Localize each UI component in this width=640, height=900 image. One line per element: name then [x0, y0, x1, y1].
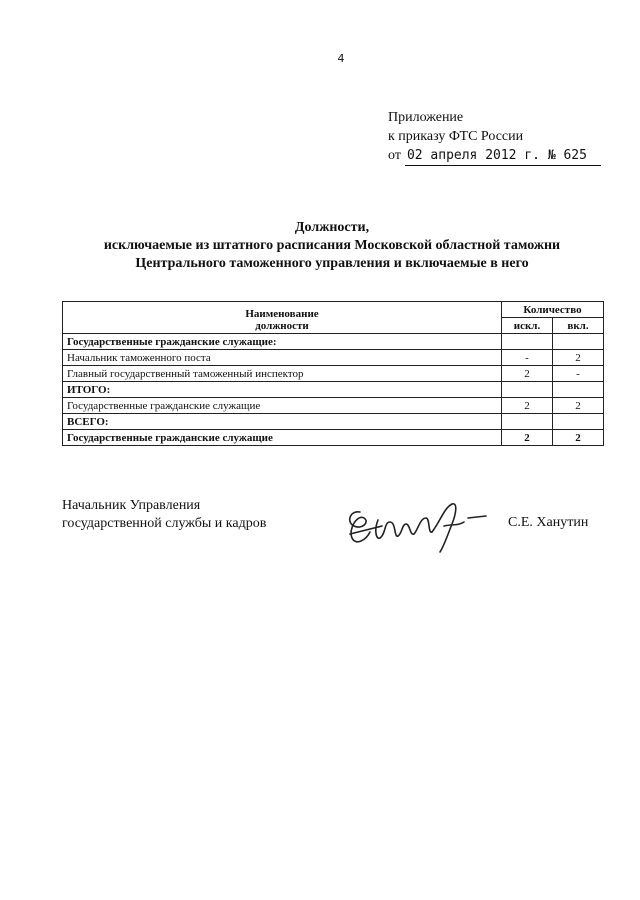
included-count: - — [553, 366, 604, 382]
empty-cell — [553, 414, 604, 430]
header-excluded: искл. — [502, 318, 553, 334]
title-line-1: Должности, — [294, 220, 370, 235]
itogo-excluded: 2 — [502, 398, 553, 414]
empty-cell — [553, 334, 604, 350]
signer-position-line-1: Начальник Управления — [62, 498, 201, 513]
header-name-cell — [63, 302, 502, 334]
page-number: 4 — [337, 52, 345, 65]
position-name: Главный государственный таможенный инспектор — [63, 366, 502, 382]
itogo-included: 2 — [553, 398, 604, 414]
excluded-count: 2 — [502, 366, 553, 382]
included-count: 2 — [553, 350, 604, 366]
itogo-label: ИТОГО: — [63, 382, 502, 398]
table-header-row — [63, 302, 604, 318]
header-name-line-2: должности — [255, 320, 309, 332]
signer-position-line-2: государственной службы и кадров — [62, 516, 267, 531]
table-row — [63, 366, 604, 382]
positions-table — [62, 301, 604, 446]
document-title — [60, 219, 604, 273]
table-row — [63, 350, 604, 366]
title-line-2: исключаемые из штатного расписания Московской областной таможни — [103, 238, 561, 253]
header-included: вкл. — [553, 318, 604, 334]
table-row — [63, 430, 604, 446]
header-name-line-1: Наименование — [245, 308, 319, 320]
position-name: Начальник таможенного поста — [63, 350, 502, 366]
appendix-date-line — [388, 146, 601, 166]
handwritten-signature — [340, 482, 510, 562]
appendix-header — [388, 108, 601, 166]
header-quantity: Количество — [502, 302, 604, 318]
table-row — [63, 382, 604, 398]
vsego-excluded: 2 — [502, 430, 553, 446]
section-label: Государственные гражданские служащие: — [63, 334, 502, 350]
signer-name: С.Е. Ханутин — [508, 515, 589, 530]
itogo-name: Государственные гражданские служащие — [63, 398, 502, 414]
vsego-name: Государственные гражданские служащие — [63, 430, 502, 446]
empty-cell — [502, 414, 553, 430]
vsego-included: 2 — [553, 430, 604, 446]
appendix-order-ref: к приказу ФТС России — [388, 129, 524, 144]
empty-cell — [502, 382, 553, 398]
excluded-count: - — [502, 350, 553, 366]
vsego-label: ВСЕГО: — [63, 414, 502, 430]
title-line-3: Центрального таможенного управления и включаемые в него — [135, 256, 529, 271]
signer-position — [62, 497, 266, 533]
table-row — [63, 334, 604, 350]
empty-cell — [553, 382, 604, 398]
table-row — [63, 398, 604, 414]
appendix-date-prefix: от — [388, 148, 401, 163]
empty-cell — [502, 334, 553, 350]
appendix-title: Приложение — [388, 110, 464, 125]
table-row — [63, 414, 604, 430]
appendix-date: 02 апреля 2012 г. № 625 — [405, 146, 601, 166]
